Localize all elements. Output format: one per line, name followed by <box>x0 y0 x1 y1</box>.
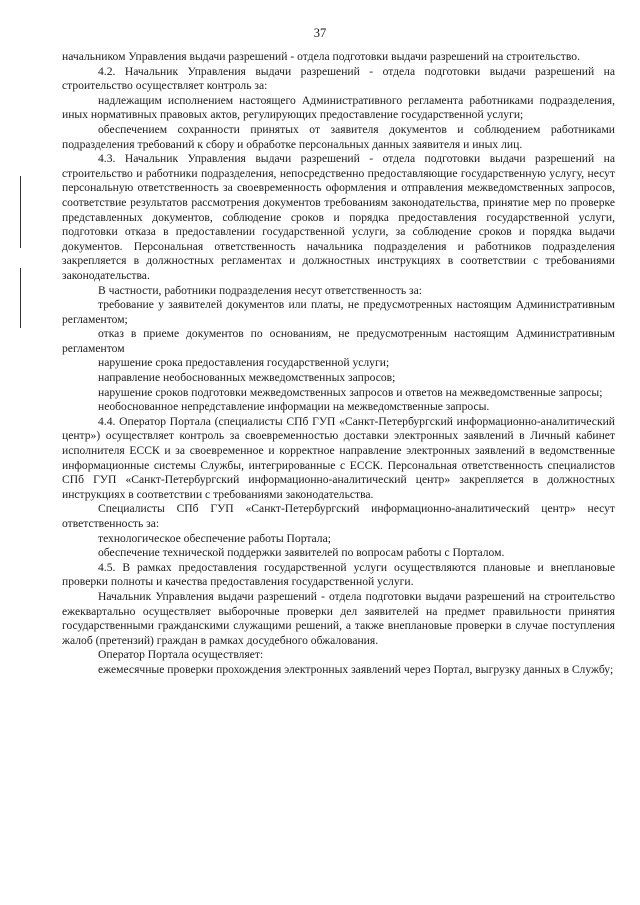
paragraph: обеспечение технической поддержки заявителей по вопросам работы с Порталом. <box>98 546 505 560</box>
paragraph: нарушение сроков подготовки межведомственных запросов и ответов на межведомственные запросы; <box>98 385 603 399</box>
paragraph: отказ в приеме документов по основаниям, не предусмотренным настоящим Административным регламентом <box>62 327 615 355</box>
paragraph: Оператор Портала осуществляет: <box>98 648 264 662</box>
paragraph: надлежащим исполнением настоящего Административного регламента работниками подразделения, иных нормативных правовых актов, регулирующих предоставление государственной услуги; <box>62 93 615 122</box>
paragraph: необоснованное непредставление информации на межведомственные запросы. <box>98 400 490 414</box>
margin-mark <box>20 176 21 248</box>
paragraph: Начальник Управления выдачи разрешений - отдела подготовки выдачи разрешений на строительство ежеквартально осуществляет выборочные проверки дел заявителей на предмет правильности принятия государственными гражданскими служащими решений, а также внеплановые проверки в случае поступления жалоб (претензий) граждан в рамках досудебного обжалования. <box>62 589 615 647</box>
paragraph: технологическое обеспечение работы Портала; <box>98 531 331 545</box>
margin-mark <box>20 268 21 328</box>
paragraph: В частности, работники подразделения несут ответственность за: <box>98 283 422 297</box>
paragraph: обеспечением сохранности принятых от заявителя документов и соблюдением работниками подразделения требований к сбору и обработке персональных данных заявителя и иных лиц. <box>62 122 615 151</box>
paragraph: нарушение срока предоставления государственной услуги; <box>98 356 390 370</box>
paragraph: 4.3. Начальник Управления выдачи разрешений - отдела подготовки выдачи разрешений на строительство и работники подразделения, непосредственно предоставляющие государственную услугу, несут персональную ответственность за своевременность оформления и отправления межведомственных запросов, соответствие результатов рассмотрения документов требованиям законодательства, принятие мер по проверке представленных документов, соблюдение сроков и порядка предоставления государственной услуги, подготовки отказа в предоставлении государственной услуги, за соблюдение сроков и порядка выдачи документов. Персональная ответственность начальника подразделения и работников подразделения закрепляется в должностных регламентах и должностных инструкциях в соответствии с требованиями законодательства. <box>62 152 615 282</box>
paragraph: требование у заявителей документов или платы, не предусмотренных настоящим Административным регламентом; <box>62 298 615 326</box>
paragraph: 4.2. Начальник Управления выдачи разрешений - отдела подготовки выдачи разрешений на строительство осуществляет контроль за: <box>62 64 615 93</box>
paragraph: 4.4. Оператор Портала (специалисты СПб ГУП «Санкт-Петербургский информационно-аналитический центр») осуществляет контроль за своевременностью доставки электронных заявлений в Личный кабинет исполнителя ЕССК и за своевременное и корректное направление электронных заявлений в ведомственные информационные системы Службы, интегрированные с ЕССК. Персональная ответственность специалистов СПб ГУП «Санкт-Петербургский информационно-аналитический центр» закрепляется в должностных инструкциях в соответствии с требованиями законодательства. <box>62 414 615 501</box>
paragraph: Специалисты СПб ГУП «Санкт-Петербургский информационно-аналитический центр» несут ответственность за: <box>62 502 615 530</box>
document-body <box>62 50 615 678</box>
paragraph: 4.5. В рамках предоставления государственной услуги осуществляются плановые и внеплановые проверки полноты и качества предоставления государственной услуги. <box>62 560 615 589</box>
page-number: 37 <box>313 26 327 40</box>
paragraph: начальником Управления выдачи разрешений - отдела подготовки выдачи разрешений на строительство. <box>62 50 580 63</box>
paragraph: ежемесячные проверки прохождения электронных заявлений через Портал, выгрузку данных в Службу; <box>98 662 614 676</box>
paragraph: направление необоснованных межведомственных запросов; <box>98 371 396 385</box>
